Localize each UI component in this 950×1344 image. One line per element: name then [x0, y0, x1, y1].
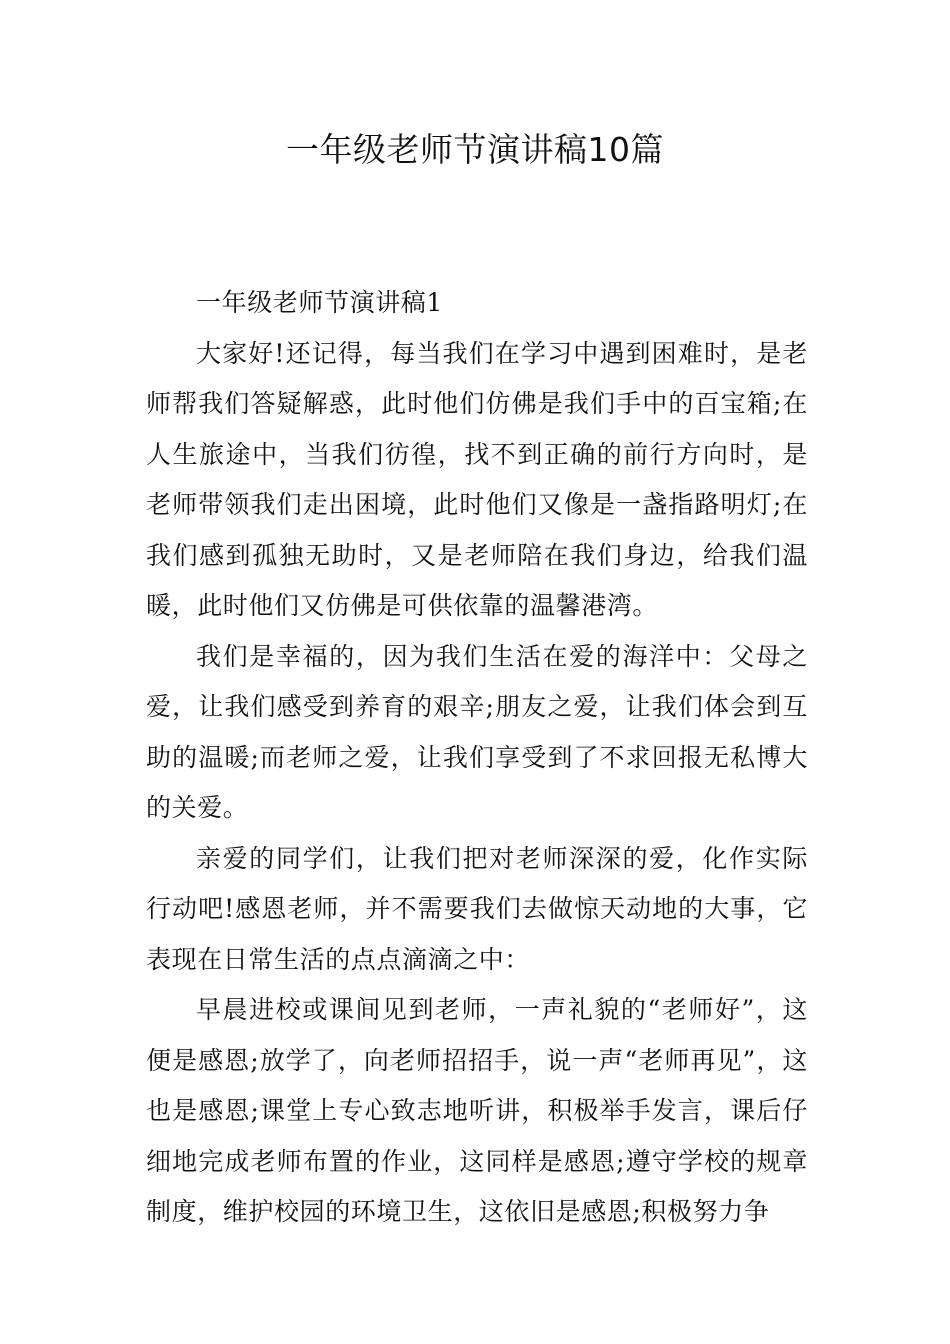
- paragraph: 我们是幸福的，因为我们生活在爱的海洋中：父母之爱，让我们感受到养育的艰辛;朋友之爱，让我们体会到互助的温暖;而老师之爱，让我们享受到了不求回报无私博大的关爱。: [146, 641, 808, 822]
- document-body: [146, 278, 808, 1238]
- section-heading: 一年级老师节演讲稿1: [196, 288, 443, 317]
- document-title: 一年级老师节演讲稿10篇: [286, 130, 664, 169]
- paragraph: 早晨进校或课间见到老师，一声礼貌的“老师好”，这便是感恩;放学了，向老师招招手，说一声“老师再见”，这也是感恩;课堂上专心致志地听讲，积极举手发言，课后仔细地完成老师布置的作业，这同样是感恩;遵守学校的规章制度，维护校园的环境卫生，这依旧是感恩;积极努力争: [146, 995, 808, 1226]
- paragraph: 大家好!还记得，每当我们在学习中遇到困难时，是老师帮我们答疑解惑，此时他们仿佛是我们手中的百宝箱;在人生旅途中，当我们彷徨，找不到正确的前行方向时，是老师带领我们走出困境，此时他们又像是一盏指路明灯;在我们感到孤独无助时，又是老师陪在我们身边，给我们温暖，此时他们又仿佛是可供依靠的温馨港湾。: [146, 338, 808, 620]
- paragraph: 亲爱的同学们，让我们把对老师深深的爱，化作实际行动吧!感恩老师，并不需要我们去做惊天动地的大事，它表现在日常生活的点点滴滴之中：: [146, 843, 808, 974]
